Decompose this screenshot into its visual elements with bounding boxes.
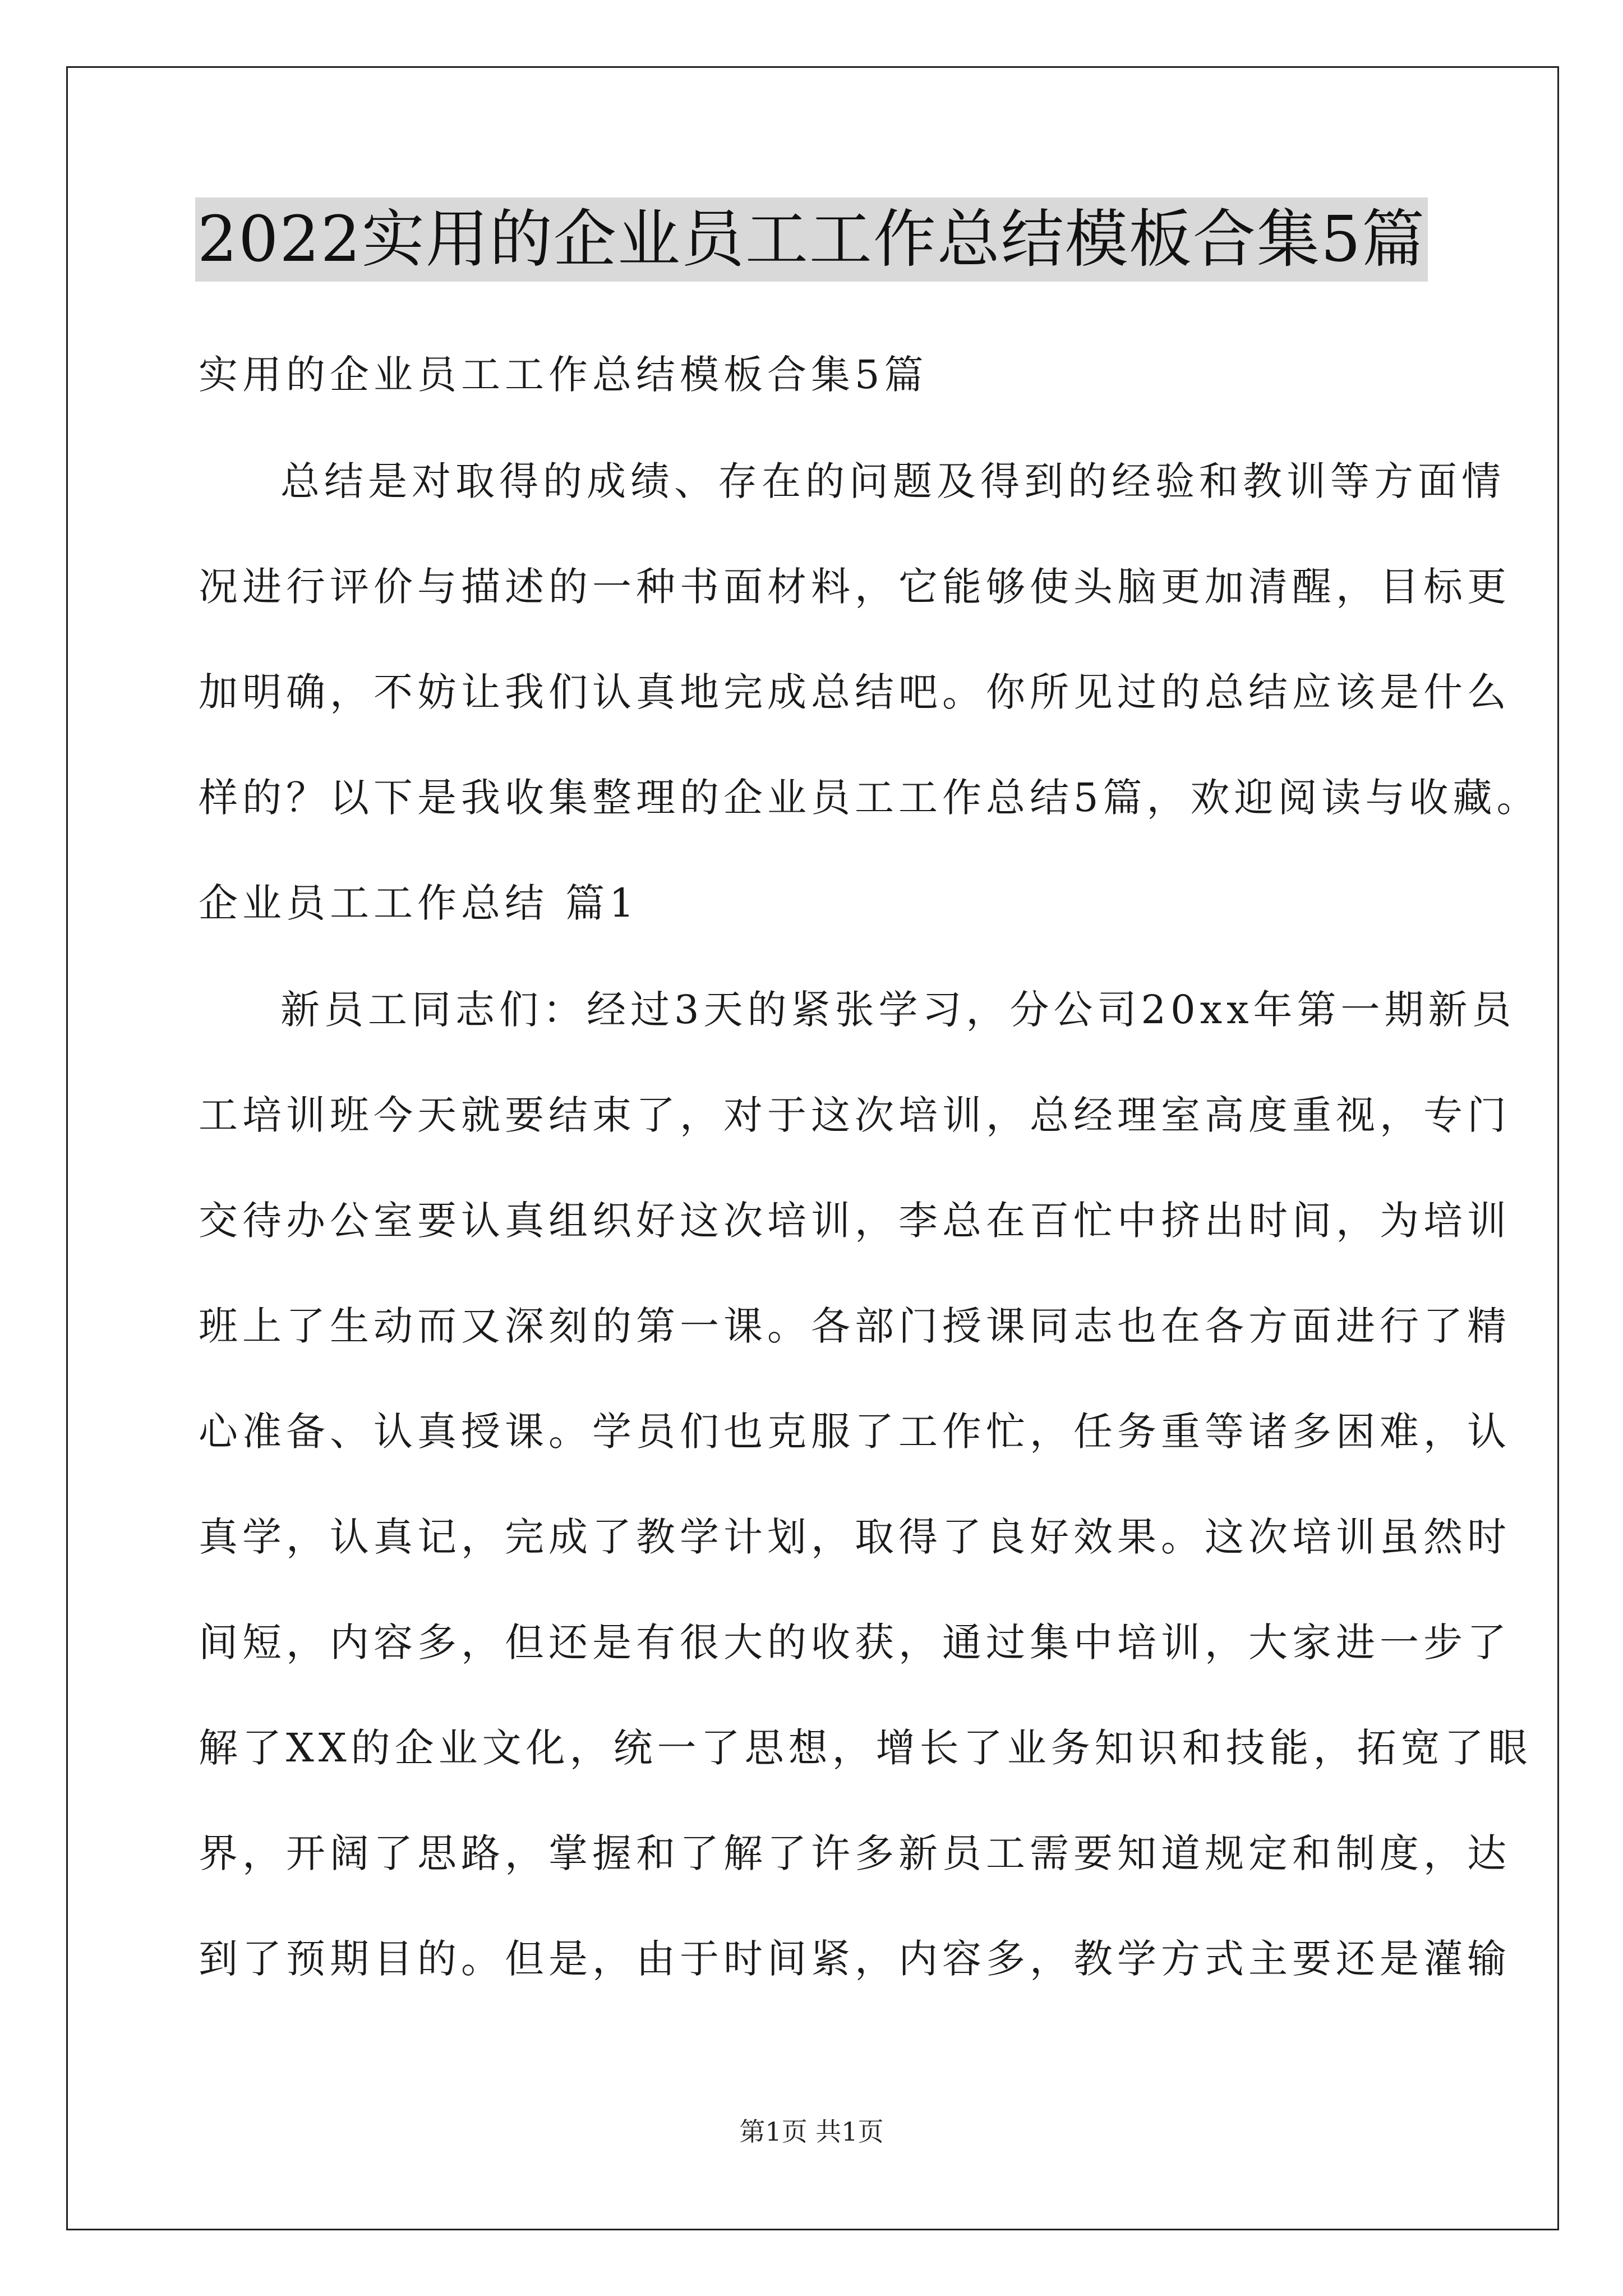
body-line: 新员工同志们：经过3天的紧张学习，分公司20xx年第一期新员 [280, 987, 1516, 1033]
title-container [0, 197, 1623, 282]
body-line: 工培训班今天就要结束了，对于这次培训，总经理室高度重视，专门 [199, 1092, 1511, 1138]
body-line: 到了预期目的。但是，由于时间紧，内容多，教学方式主要还是灌输 [199, 1936, 1511, 1982]
document-title: 2022实用的企业员工工作总结模板合集5篇 [195, 197, 1428, 282]
body-line: 界，开阔了思路，掌握和了解了许多新员工需要知道规定和制度，达 [199, 1830, 1511, 1876]
intro-line: 加明确，不妨让我们认真地完成总结吧。你所见过的总结应该是什么 [199, 669, 1511, 715]
intro-line: 样的？以下是我收集整理的企业员工工作总结5篇，欢迎阅读与收藏。 [199, 775, 1541, 821]
intro-line: 况进行评价与描述的一种书面材料，它能够使头脑更加清醒，目标更 [199, 564, 1511, 610]
intro-line: 总结是对取得的成绩、存在的问题及得到的经验和教训等方面情 [280, 458, 1505, 504]
body-line: 真学，认真记，完成了教学计划，取得了良好效果。这次培训虽然时 [199, 1514, 1511, 1560]
section-heading: 企业员工工作总结 篇1 [199, 880, 639, 926]
body-line: 交待办公室要认真组织好这次培训，李总在百忙中挤出时间，为培训 [199, 1198, 1511, 1244]
page-footer: 第1页 共1页 [739, 2116, 884, 2147]
body-line: 心准备、认真授课。学员们也克服了工作忙，任务重等诸多困难，认 [199, 1409, 1511, 1455]
body-line: 间短，内容多，但还是有很大的收获，通过集中培训，大家进一步了 [199, 1619, 1511, 1665]
document-subtitle: 实用的企业员工工作总结模板合集5篇 [199, 352, 928, 398]
body-line: 班上了生动而又深刻的第一课。各部门授课同志也在各方面进行了精 [199, 1303, 1511, 1349]
body-line: 解了XX的企业文化，统一了思想，增长了业务知识和技能，拓宽了眼 [199, 1725, 1532, 1771]
